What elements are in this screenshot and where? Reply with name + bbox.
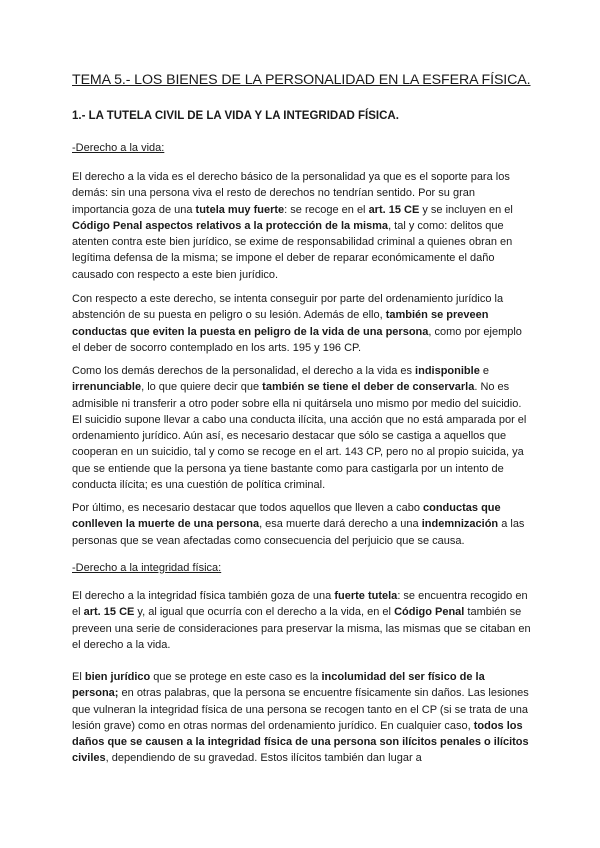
text-run: e bbox=[479, 365, 490, 377]
text-run: en otras palabras, que la persona se encuentre físicamente sin daños. Las lesiones que vulneran la integridad física de una persona se recogen tanto en el CP (si se trata de una lesión grave) como en otras normas del ordenamiento jurídico. En cualquier caso, bbox=[72, 687, 529, 732]
bold-text-run: conductas que conlleven la muerte de una persona bbox=[72, 502, 501, 531]
text-run: Como los demás derechos de la personalidad, el derecho a la vida es bbox=[72, 365, 416, 377]
bold-text-run: tutela muy fuerte bbox=[195, 203, 285, 216]
text-run: también se preveen una serie de consideraciones para preservar la misma, las mismas que se citaban en el derecho a la vida. bbox=[72, 606, 531, 651]
text-run: a las personas que se vean afectadas como consecuencia del perjuicio que se causa. bbox=[72, 518, 525, 547]
text-run: : se recoge en el bbox=[284, 203, 369, 216]
paragraph-1 bbox=[72, 169, 532, 283]
section-heading: 1.- LA TUTELA CIVIL DE LA VIDA Y LA INTEGRIDAD FÍSICA. bbox=[72, 110, 399, 122]
bold-text-run: indisponible bbox=[415, 365, 480, 377]
text-run: : se encuentra recogido en el bbox=[72, 590, 528, 619]
bold-text-run: indemnización bbox=[421, 518, 499, 531]
text-run: El bbox=[72, 671, 85, 683]
bold-text-run: fuerte tutela bbox=[334, 590, 398, 602]
text-run: y, al igual que ocurría con el derecho a la vida, en el bbox=[134, 606, 395, 619]
bold-text-run: Código Penal aspectos relativos a la protección de la misma bbox=[72, 219, 389, 232]
bold-text-run: art. 15 CE bbox=[83, 606, 135, 619]
bold-text-run: también se preveen conductas que eviten la puesta en peligro de la vida de una persona bbox=[72, 309, 489, 338]
subheading-vida: -Derecho a la vida: bbox=[72, 142, 165, 154]
bold-text-run: bien jurídico bbox=[84, 671, 151, 683]
document-title: TEMA 5.- LOS BIENES DE LA PERSONALIDAD EN LA ESFERA FÍSICA. bbox=[72, 72, 531, 88]
bold-text-run: irrenunciable bbox=[72, 381, 142, 394]
bold-text-run: incolumidad del ser físico de la persona; bbox=[72, 671, 485, 700]
paragraph-2 bbox=[72, 291, 532, 356]
text-run: . No es admisible ni transferir a otro poder sobre ella ni quitársela uno mismo por medio del suicidio. El suicidio supone llevar a cabo una conducta ilícita, una acción que no está amparada por el ordenamiento jurídico. Aún así, es necesario destacar que sólo se castiga a aquellos que cooperan en un suicidio, tal y como se recoge en el art. 143 CP, pero no al propio suicida, ya que se entiende que la persona ya tiene bastante como para castigarla por un intento de conducta ilícita; es una cuestión de política criminal. bbox=[72, 381, 527, 492]
bold-text-run: también se tiene el deber de conservarla bbox=[262, 381, 475, 394]
text-run: Por último, es necesario destacar que todos aquellos que lleven a cabo bbox=[72, 502, 423, 514]
text-run: , dependiendo de su gravedad. Estos ilícitos también dan lugar a bbox=[105, 752, 422, 765]
bold-text-run: Código Penal bbox=[394, 606, 465, 619]
paragraph-4 bbox=[72, 500, 532, 549]
text-run: , como por ejemplo el deber de socorro contemplado en los arts. 195 y 196 CP. bbox=[72, 325, 522, 354]
paragraph-3 bbox=[72, 363, 532, 493]
text-run: , tal y como: delitos que atenten contra este bien jurídico, se exime de responsabilidad criminal a quienes obran en legítima defensa de la misma; se impone el deber de reparar económicamente el daño causado con respecto a este bien jurídico. bbox=[72, 219, 513, 281]
text-run: Con respecto a este derecho, se intenta conseguir por parte del ordenamiento jurídico la abstención de su puesta en peligro o su lesión. Además de ello, bbox=[72, 293, 504, 322]
text-run: El derecho a la integridad física también goza de una bbox=[72, 590, 335, 602]
text-run: que se protege en este caso es la bbox=[150, 671, 322, 683]
paragraph-5 bbox=[72, 588, 532, 653]
subheading-integridad: -Derecho a la integridad física: bbox=[72, 562, 222, 574]
text-run: El derecho a la vida es el derecho básico de la personalidad ya que es el soporte para los demás: sin una persona viva el resto de derechos no tendrían sentido. Por su gran importancia goza de una bbox=[72, 171, 510, 216]
text-run: y se incluyen en el bbox=[419, 203, 513, 216]
paragraph-6 bbox=[72, 669, 532, 767]
bold-text-run: art. 15 CE bbox=[368, 203, 420, 216]
text-run: , lo que quiere decir que bbox=[141, 381, 263, 394]
bold-text-run: todos los daños que se causen a la integridad física de una persona son ilícitos penales o ilícitos civiles bbox=[72, 719, 529, 765]
text-run: , esa muerte dará derecho a una bbox=[259, 518, 422, 531]
